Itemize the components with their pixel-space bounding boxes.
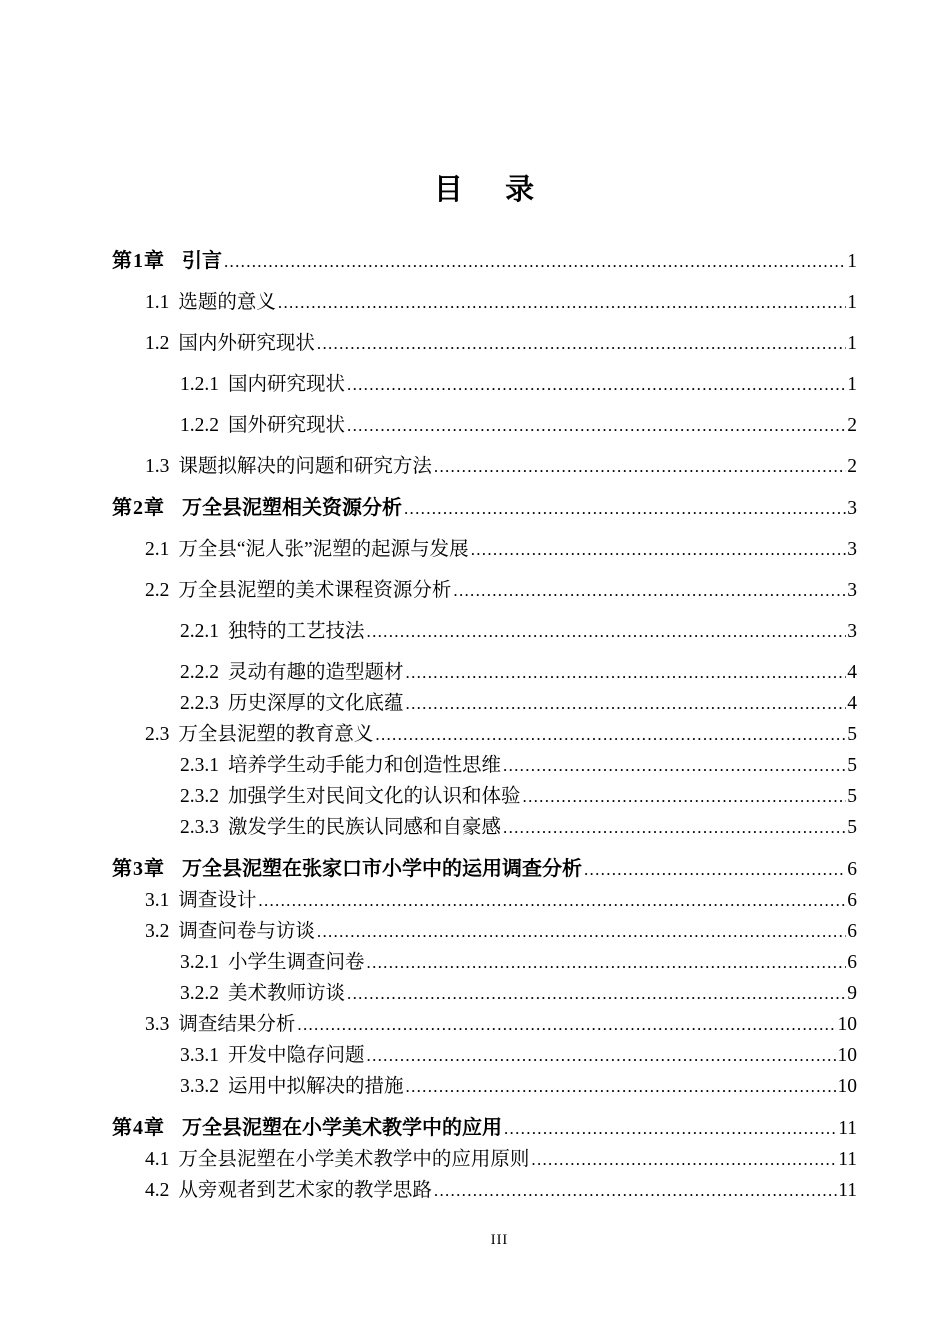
toc-dot-leader [347,981,846,1007]
toc-entry-title: 培养学生动手能力和创造性思维 [228,755,502,776]
toc-entry-page: 2 [847,456,857,477]
toc-dot-leader [347,413,846,439]
toc-dot-leader [367,950,847,976]
toc-entry-title: 独特的工艺技法 [228,621,365,642]
toc-title: 目 录 [433,174,536,206]
toc-entry-page: 5 [847,755,857,776]
toc-entry-number: 第4章 [112,1117,165,1139]
toc-entry-number: 2.2 [145,580,170,601]
toc-entry-page: 11 [838,1118,857,1139]
toc-entry-title: 灵动有趣的造型题材 [228,662,404,683]
toc-entry[interactable] [112,1115,857,1142]
toc-entry-number: 第3章 [112,858,165,880]
toc-entry-number: 2.3 [145,724,170,745]
toc-entry-number: 第2章 [112,497,165,519]
toc-entry-number: 2.2.1 [180,621,219,642]
toc-dot-leader [404,495,846,522]
toc-entry-number: 1.2 [145,333,170,354]
toc-entry[interactable] [112,1074,857,1100]
toc-entry-page: 6 [847,952,857,973]
toc-entry[interactable] [112,815,857,841]
toc-entry-title: 万全县泥塑的美术课程资源分析 [178,580,452,601]
toc-dot-leader [367,619,847,645]
toc-entry-page: 6 [847,921,857,942]
toc-entry-number: 3.3.2 [180,1076,219,1097]
toc-entry-page: 4 [847,662,857,683]
toc-entry-page: 10 [837,1076,857,1097]
toc-entry[interactable] [112,495,857,522]
toc-entry-number: 3.2.2 [180,983,219,1004]
toc-dot-leader [523,784,847,810]
toc-entry-title: 万全县泥塑的教育意义 [178,724,374,745]
toc-entry[interactable] [112,753,857,779]
toc-entry-number: 3.2.1 [180,952,219,973]
toc-entry[interactable] [112,1147,857,1173]
toc-entry-title: 美术教师访谈 [228,983,346,1004]
toc-entry-number: 1.2.1 [180,374,219,395]
toc-entry-page: 3 [847,621,857,642]
toc-dot-leader [375,722,846,748]
toc-entry-title: 调查问卷与访谈 [178,921,315,942]
toc-entry-page: 6 [847,859,857,880]
toc-entry-number: 1.3 [145,456,170,477]
toc-dot-leader [531,1147,837,1173]
toc-dot-leader [317,331,846,357]
toc-entry-title: 加强学生对民间文化的认识和体验 [228,786,521,807]
toc-dot-leader [406,660,847,686]
toc-entry[interactable] [112,856,857,883]
toc-dot-leader [584,856,846,883]
toc-entry-number: 4.2 [145,1180,170,1201]
toc-dot-leader [503,815,846,841]
toc-entry-page: 1 [847,333,857,354]
toc-entry-page: 6 [847,890,857,911]
toc-entry[interactable] [112,454,857,480]
toc-entry-title: 万全县泥塑在小学美术教学中的应用原则 [178,1149,530,1170]
toc-entry-title: 调查结果分析 [178,1014,296,1035]
toc-entry-title: 选题的意义 [178,292,276,313]
toc-entry[interactable] [112,290,857,316]
toc-entry-page: 1 [847,292,857,313]
toc-entry-page: 10 [837,1045,857,1066]
toc-entry-title: 激发学生的民族认同感和自豪感 [228,817,502,838]
toc-entry-title: 万全县“泥人张”泥塑的起源与发展 [178,539,469,560]
toc-entry-title: 开发中隐存问题 [228,1045,365,1066]
toc-dot-leader [297,1012,836,1038]
toc-entry-title: 国内研究现状 [228,374,346,395]
toc-dot-leader [504,1115,837,1142]
toc-entry-number: 2.3.2 [180,786,219,807]
toc-entry-number: 3.1 [145,890,170,911]
toc-entry[interactable] [112,578,857,604]
toc-entry-number: 3.2 [145,921,170,942]
toc-entry-page: 3 [847,498,857,519]
toc-entry[interactable] [112,660,857,686]
toc-dot-leader [406,1074,837,1100]
toc-entry-number: 第1章 [112,250,165,272]
toc-dot-leader [367,1043,837,1069]
toc-entry-title: 运用中拟解决的措施 [228,1076,404,1097]
toc-entry-number: 2.1 [145,539,170,560]
toc-entry[interactable] [112,1043,857,1069]
toc-entry[interactable] [112,950,857,976]
toc-entry-title: 万全县泥塑在张家口市小学中的运用调查分析 [182,858,582,880]
toc-entry-page: 4 [847,693,857,714]
toc-entry-page: 1 [847,251,857,272]
toc-entry-title: 万全县泥塑在小学美术教学中的应用 [182,1117,502,1139]
toc-dot-leader [434,454,846,480]
toc-entry-title: 从旁观者到艺术家的教学思路 [178,1180,432,1201]
toc-entry[interactable] [112,888,857,914]
toc-dot-leader [258,888,846,914]
toc-list [112,248,857,1204]
toc-entry-page: 5 [847,786,857,807]
toc-dot-leader [503,753,846,779]
toc-entry-page: 11 [838,1180,857,1201]
toc-entry-number: 2.2.3 [180,693,219,714]
toc-entry-page: 10 [837,1014,857,1035]
page-number-footer: III [490,1232,509,1248]
toc-dot-leader [278,290,846,316]
toc-entry-page: 3 [847,539,857,560]
toc-entry-title: 国内外研究现状 [178,333,315,354]
toc-entry-title: 调查设计 [178,890,257,911]
toc-entry-number: 3.3 [145,1014,170,1035]
toc-entry[interactable] [112,413,857,439]
toc-entry[interactable] [112,331,857,357]
toc-entry-number: 2.3.3 [180,817,219,838]
toc-entry-page: 9 [847,983,857,1004]
toc-entry[interactable] [112,1012,857,1038]
toc-dot-leader [453,578,846,604]
toc-entry-title: 课题拟解决的问题和研究方法 [178,456,432,477]
toc-entry[interactable] [112,248,857,275]
toc-dot-leader [406,691,847,717]
toc-entry[interactable] [112,981,857,1007]
toc-entry-page: 11 [838,1149,857,1170]
toc-entry-number: 2.3.1 [180,755,219,776]
toc-entry[interactable] [112,537,857,563]
toc-entry[interactable] [112,619,857,645]
toc-dot-leader [224,248,846,275]
toc-dot-leader [317,919,846,945]
toc-entry[interactable] [112,372,857,398]
toc-entry-number: 4.1 [145,1149,170,1170]
toc-entry-page: 5 [847,817,857,838]
toc-entry-title: 万全县泥塑相关资源分析 [182,497,402,519]
toc-entry-page: 5 [847,724,857,745]
toc-entry-number: 1.2.2 [180,415,219,436]
toc-dot-leader [471,537,847,563]
toc-entry[interactable] [112,919,857,945]
toc-entry-title: 国外研究现状 [228,415,346,436]
toc-entry-number: 2.2.2 [180,662,219,683]
toc-entry[interactable] [112,784,857,810]
toc-entry-title: 引言 [182,250,222,272]
toc-entry-number: 3.3.1 [180,1045,219,1066]
toc-entry-title: 历史深厚的文化底蕴 [228,693,404,714]
toc-entry-title: 小学生调查问卷 [228,952,365,973]
toc-dot-leader [347,372,846,398]
toc-dot-leader [434,1178,837,1204]
toc-entry[interactable] [112,1178,857,1204]
toc-entry[interactable] [112,691,857,717]
toc-entry[interactable] [112,722,857,748]
toc-entry-number: 1.1 [145,292,170,313]
toc-entry-page: 3 [847,580,857,601]
toc-entry-page: 2 [847,415,857,436]
toc-entry-page: 1 [847,374,857,395]
